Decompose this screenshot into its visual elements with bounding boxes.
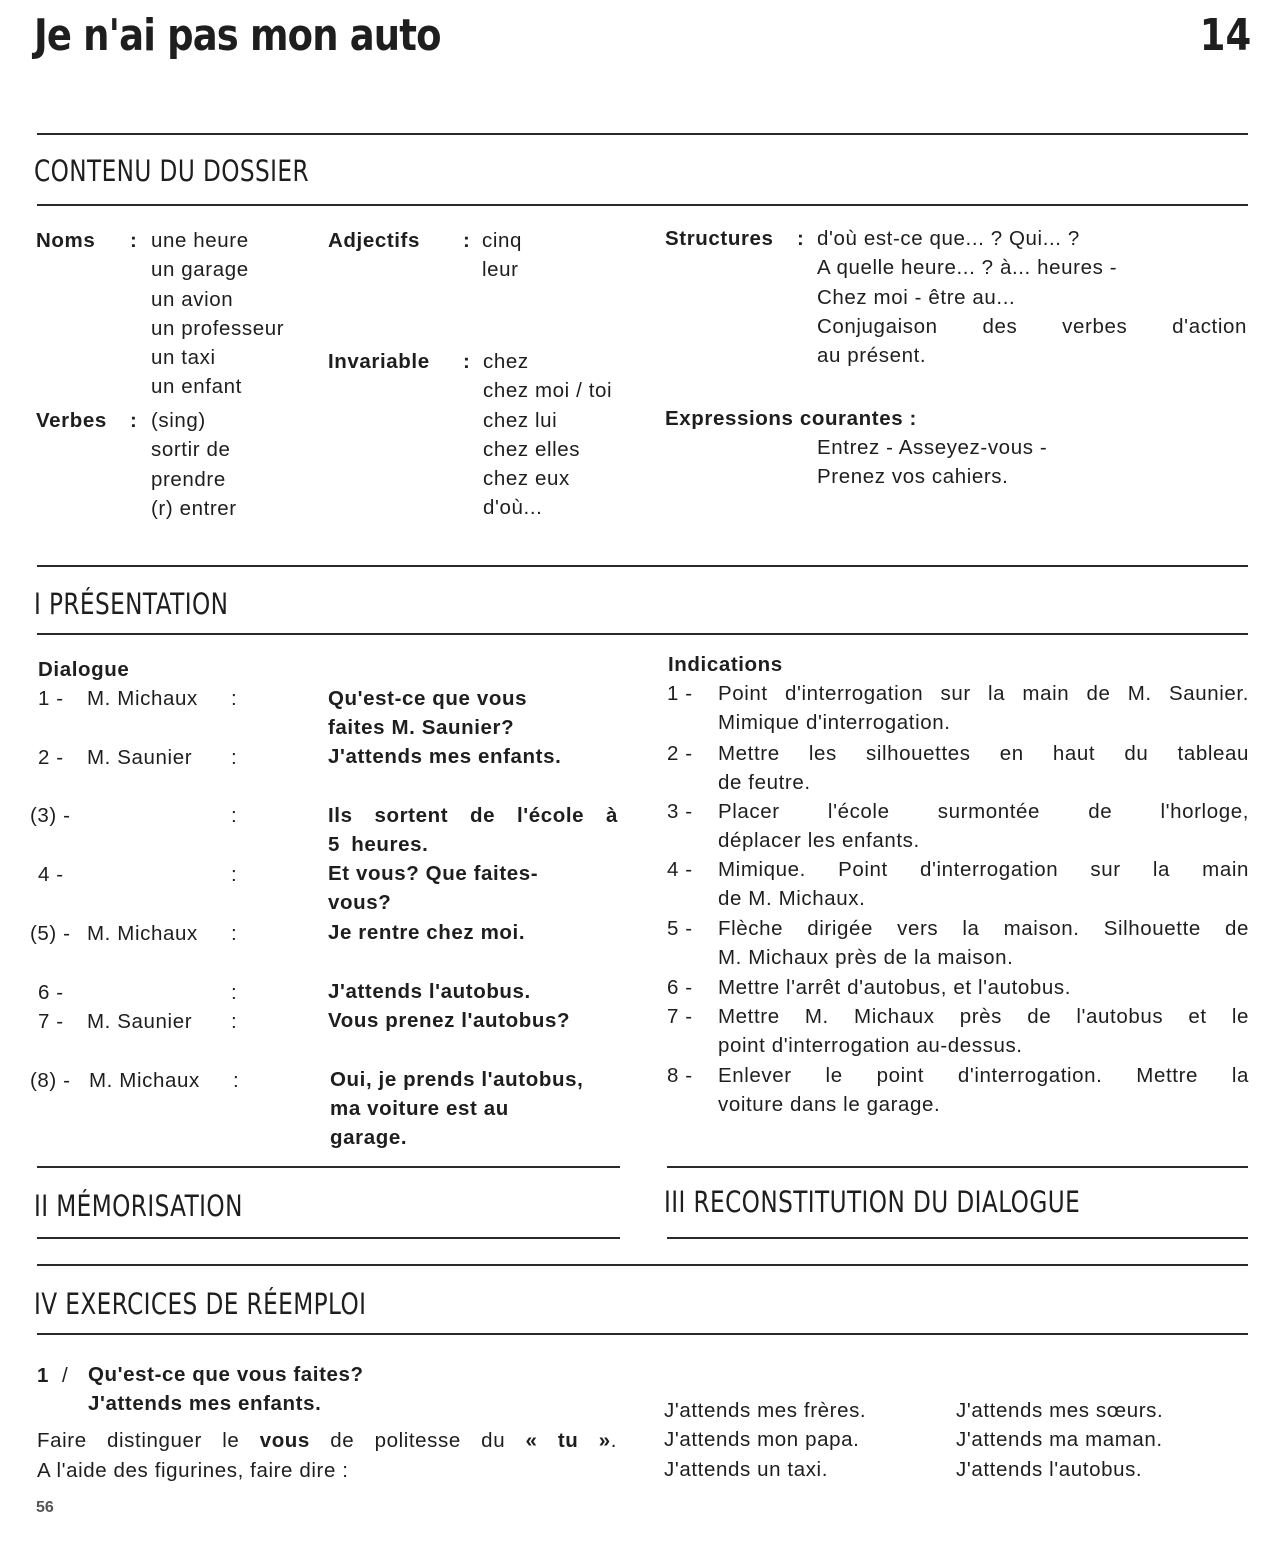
invariable-item: d'où... — [483, 496, 543, 520]
dialogue-colon: : — [231, 1010, 238, 1033]
dialogue-line: ma voiture est au — [330, 1097, 509, 1120]
indication-item — [667, 679, 1249, 738]
structures-line: au présent. — [817, 344, 927, 368]
exercise-item: J'attends l'autobus. — [956, 1457, 1143, 1481]
divider — [37, 565, 1248, 567]
noms-item: un garage — [151, 258, 249, 282]
adjectifs-label: Adjectifs — [328, 229, 420, 252]
indication-item — [667, 739, 1249, 798]
indication-line: Mettre l'arrêt d'autobus, et l'autobus. — [718, 976, 1072, 999]
exercise-column — [956, 1396, 1163, 1484]
dialogue-colon: : — [231, 687, 238, 710]
dialogue-colon: : — [231, 746, 238, 769]
adjectifs-item: cinq — [482, 229, 523, 252]
section-heading-presentation: I PRÉSENTATION — [34, 587, 229, 621]
adjectifs-item: leur — [482, 258, 519, 282]
divider — [37, 204, 1248, 206]
indication-item — [667, 1002, 1249, 1061]
invariable-label: Invariable — [328, 350, 430, 373]
dialogue-num: 7 - — [38, 1010, 64, 1033]
indication-line: Mimique d'interrogation. — [718, 711, 951, 735]
indication-num: 8 - — [667, 1064, 693, 1087]
page-number: 14 — [1199, 10, 1251, 61]
exercise-item: J'attends mes sœurs. — [956, 1399, 1164, 1422]
dialogue-line: Ils sortent de l'école à — [328, 804, 618, 827]
instruction-text: de politesse du — [309, 1429, 526, 1452]
dialogue-label: Dialogue — [38, 658, 130, 681]
adjectifs-colon: : — [463, 229, 471, 252]
noms-colon: : — [130, 229, 138, 252]
indication-num: 5 - — [667, 917, 693, 940]
indication-item — [667, 1061, 1249, 1120]
indication-line: Mettre les silhouettes en haut du tableau — [718, 742, 1249, 765]
indication-num: 2 - — [667, 742, 693, 765]
invariable-list — [483, 347, 612, 523]
section-heading-exercices: IV EXERCICES DE RÉEMPLOI — [34, 1287, 367, 1321]
expressions-line: Prenez vos cahiers. — [817, 465, 1009, 489]
dialogue-speaker: M. Saunier — [87, 746, 193, 769]
dialogue-line: Vous prenez l'autobus? — [328, 1009, 571, 1032]
adjectifs-list — [482, 226, 522, 285]
noms-item: un avion — [151, 287, 234, 311]
exercise-item: J'attends un taxi. — [664, 1457, 828, 1481]
invariable-item: chez — [483, 350, 529, 373]
indication-line: voiture dans le garage. — [718, 1093, 941, 1117]
dialogue-num: (5) - — [30, 922, 71, 945]
exercise-instruction — [37, 1426, 617, 1455]
invariable-item: chez moi / toi — [483, 379, 613, 403]
divider — [37, 133, 1248, 135]
exercise-instruction: A l'aide des figurines, faire dire : — [37, 1459, 349, 1482]
verbes-item: prendre — [151, 467, 226, 491]
structures-label: Structures — [665, 227, 774, 250]
indication-line: Enlever le point d'interrogation. Mettre la — [718, 1064, 1249, 1087]
exercise-item: J'attends mes frères. — [664, 1399, 867, 1422]
noms-item: un taxi — [151, 346, 216, 370]
dialogue-line: Qu'est-ce que vous — [328, 687, 528, 710]
invariable-colon: : — [463, 350, 471, 373]
structures-line: d'où est-ce que... ? Qui... ? — [817, 227, 1080, 250]
dialogue-num: (3) - — [30, 804, 71, 827]
structures-colon: : — [797, 227, 805, 250]
structures-line: Chez moi - être au... — [817, 285, 1016, 309]
section-heading-memorisation: II MÉMORISATION — [34, 1189, 243, 1223]
instruction-text: Faire distinguer le — [37, 1429, 260, 1452]
noms-label: Noms — [36, 229, 96, 252]
dialogue-line: J'attends mes enfants. — [328, 745, 562, 768]
instruction-emphasis: vous — [259, 1429, 310, 1452]
expressions-line: Entrez - Asseyez-vous - — [817, 436, 1048, 459]
dialogue-speaker: M. Saunier — [87, 1010, 193, 1033]
indication-item — [667, 973, 1249, 1002]
divider — [37, 1333, 1248, 1335]
invariable-item: chez eux — [483, 467, 570, 491]
indication-num: 4 - — [667, 858, 693, 881]
verbes-item: (r) entrer — [151, 496, 237, 520]
divider — [37, 633, 1248, 635]
indication-line: M. Michaux près de la maison. — [718, 946, 1014, 970]
dialogue-line: garage. — [330, 1126, 408, 1149]
dialogue-line: 5 heures. — [328, 833, 429, 856]
section-heading-reconstitution: III RECONSTITUTION DU DIALOGUE — [664, 1185, 1081, 1219]
dialogue-num: 2 - — [38, 746, 64, 769]
exercise-number: 1 — [37, 1364, 50, 1387]
dialogue-line: J'attends l'autobus. — [328, 980, 531, 1003]
indication-item — [667, 855, 1249, 914]
dialogue-num: 4 - — [38, 863, 64, 886]
footer-page-number: 56 — [36, 1499, 54, 1516]
verbes-list — [151, 406, 237, 523]
indication-num: 7 - — [667, 1005, 693, 1028]
verbes-colon: : — [130, 409, 138, 432]
dialogue-line: Oui, je prends l'autobus, — [330, 1068, 584, 1091]
exercise-answer: J'attends mes enfants. — [88, 1392, 322, 1415]
indication-item — [667, 914, 1249, 973]
exercise-item: J'attends mon papa. — [664, 1428, 860, 1452]
exercise-column — [664, 1396, 866, 1484]
indication-num: 3 - — [667, 800, 693, 823]
noms-item: un enfant — [151, 375, 242, 399]
verbes-item: (sing) — [151, 409, 206, 432]
expressions-label: Expressions courantes : — [665, 407, 917, 430]
dialogue-num: 6 - — [38, 981, 64, 1004]
dialogue-line: faites M. Saunier? — [328, 716, 515, 739]
divider — [667, 1237, 1248, 1239]
dialogue-colon: : — [233, 1069, 240, 1092]
section-heading-contenu: CONTENU DU DOSSIER — [34, 154, 309, 188]
dialogue-line: vous? — [328, 891, 392, 914]
dialogue-line: Je rentre chez moi. — [328, 921, 526, 944]
instruction-emphasis: « tu » — [525, 1429, 611, 1452]
dialogue-speaker: M. Michaux — [87, 687, 198, 710]
indication-line: point d'interrogation au-dessus. — [718, 1034, 1023, 1058]
page-title: Je n'ai pas mon auto — [34, 10, 441, 61]
noms-item: un professeur — [151, 316, 285, 340]
dialogue-num: (8) - — [30, 1069, 71, 1092]
indication-line: de M. Michaux. — [718, 887, 866, 911]
verbes-item: sortir de — [151, 438, 231, 462]
divider — [37, 1264, 1248, 1266]
expressions-list — [817, 433, 1047, 492]
noms-list — [151, 226, 284, 402]
dialogue-colon: : — [231, 804, 238, 827]
indication-num: 1 - — [667, 682, 693, 705]
structures-line: Conjugaison des verbes d'action — [817, 314, 1247, 338]
dialogue-num: 1 - — [38, 687, 64, 710]
invariable-item: chez lui — [483, 408, 558, 432]
dialogue-speaker: M. Michaux — [87, 922, 198, 945]
exercise-question: Qu'est-ce que vous faites? — [88, 1363, 364, 1386]
indications-label: Indications — [668, 653, 783, 676]
dialogue-colon: : — [231, 922, 238, 945]
indication-line: Placer l'école surmontée de l'horloge, — [718, 800, 1249, 823]
dialogue-line: Et vous? Que faites- — [328, 862, 539, 885]
verbes-label: Verbes — [36, 409, 107, 432]
indication-line: déplacer les enfants. — [718, 829, 920, 853]
dialogue-colon: : — [231, 981, 238, 1004]
instruction-text: . — [610, 1429, 617, 1452]
indication-line: Point d'interrogation sur la main de M. Saunier. — [718, 682, 1249, 705]
indication-line: Mettre M. Michaux près de l'autobus et le — [718, 1005, 1249, 1028]
indication-line: Mimique. Point d'interrogation sur la main — [718, 858, 1249, 881]
divider — [37, 1237, 620, 1239]
noms-item: une heure — [151, 229, 249, 252]
structures-list — [817, 224, 1247, 370]
divider — [667, 1166, 1248, 1168]
dialogue-speaker: M. Michaux — [89, 1069, 200, 1092]
divider — [37, 1166, 620, 1168]
indication-line: Flèche dirigée vers la maison. Silhouette de — [718, 917, 1249, 940]
invariable-item: chez elles — [483, 437, 581, 461]
structures-line: A quelle heure... ? à... heures - — [817, 256, 1118, 280]
indication-num: 6 - — [667, 976, 693, 999]
dialogue-colon: : — [231, 863, 238, 886]
exercise-slash: / — [62, 1364, 69, 1387]
exercise-item: J'attends ma maman. — [956, 1428, 1163, 1452]
indication-line: de feutre. — [718, 771, 811, 795]
indication-item — [667, 797, 1249, 856]
